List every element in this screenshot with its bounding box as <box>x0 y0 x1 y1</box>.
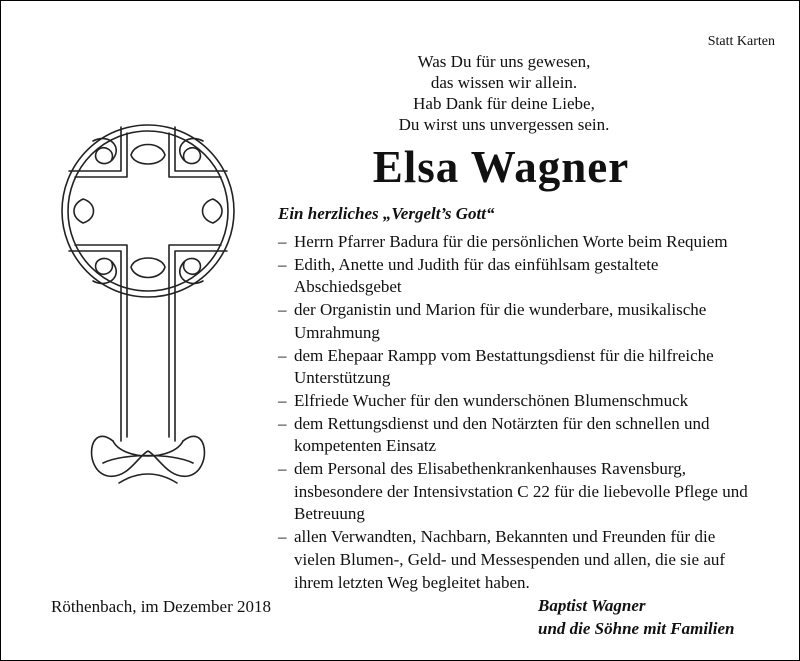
signature-line: und die Söhne mit Familien <box>538 619 735 638</box>
signature <box>538 594 735 640</box>
list-item: – dem Personal des Elisabethenkrankenhauses Ravensburg, insbesondere der Intensivstation C 22 für die liebevolle Pflege und Betreuung <box>278 458 748 526</box>
thanks-list <box>278 231 748 594</box>
list-item: – Edith, Anette und Judith für das einfühlsam gestaltete Abschiedsgebet <box>278 254 748 299</box>
thanks-title: Ein herzliches „Vergelt’s Gott“ <box>278 204 495 223</box>
poem-line: Du wirst uns unvergessen sein. <box>398 115 610 134</box>
signature-line: Baptist Wagner <box>538 596 646 615</box>
list-item: – allen Verwandten, Nachbarn, Bekannten und Freunden für die vielen Blumen-, Geld- und Messespenden und allen, die sie auf ihrem letzten Weg begleitet haben. <box>278 526 748 594</box>
list-item: – Elfriede Wucher für den wunderschönen Blumenschmuck <box>278 390 748 413</box>
poem-line: das wissen wir allein. <box>430 73 578 92</box>
list-item: – dem Ehepaar Rampp vom Bestattungsdienst für die hilfreiche Unterstützung <box>278 345 748 390</box>
memorial-poem <box>349 51 659 135</box>
poem-line: Hab Dank für deine Liebe, <box>413 94 595 113</box>
list-item: – der Organistin und Marion für die wunderbare, musikalische Umrahmung <box>278 299 748 344</box>
poem-line: Was Du für uns gewesen, <box>417 52 591 71</box>
celtic-cross-icon <box>53 111 243 491</box>
list-item: – Herrn Pfarrer Badura für die persönlichen Worte beim Requiem <box>278 231 748 254</box>
list-item: – dem Rettungsdienst und den Notärzten für den schnellen und kompetenten Einsatz <box>278 413 748 458</box>
deceased-name: Elsa Wagner <box>372 142 630 192</box>
place-date: Röthenbach, im Dezember 2018 <box>51 597 271 616</box>
header-note: Statt Karten <box>707 34 775 49</box>
